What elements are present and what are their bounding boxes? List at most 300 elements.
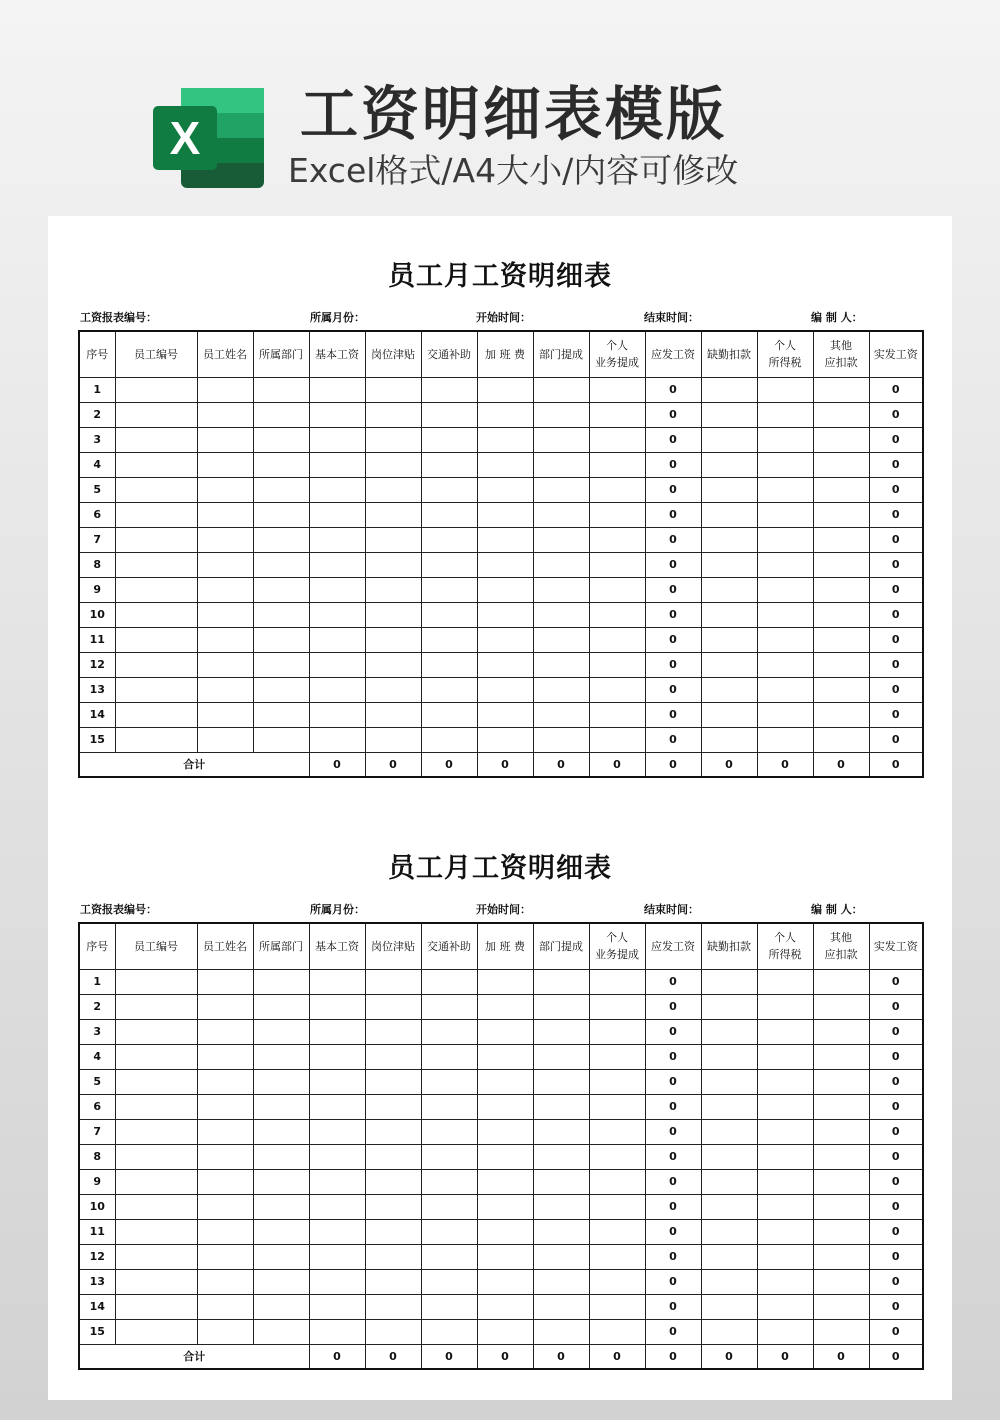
table-cell[interactable] bbox=[477, 1044, 533, 1069]
table-cell[interactable] bbox=[813, 502, 869, 527]
table-cell[interactable] bbox=[365, 477, 421, 502]
table-cell[interactable] bbox=[115, 1194, 197, 1219]
table-cell[interactable] bbox=[533, 577, 589, 602]
table-cell[interactable]: 0 bbox=[869, 477, 923, 502]
table-cell[interactable] bbox=[757, 602, 813, 627]
table-cell[interactable] bbox=[421, 427, 477, 452]
table-cell[interactable] bbox=[421, 452, 477, 477]
table-cell[interactable] bbox=[365, 502, 421, 527]
table-cell[interactable] bbox=[309, 1169, 365, 1194]
table-cell[interactable]: 0 bbox=[869, 402, 923, 427]
table-cell[interactable] bbox=[757, 1144, 813, 1169]
table-cell[interactable] bbox=[197, 994, 253, 1019]
table-cell[interactable] bbox=[115, 502, 197, 527]
table-cell[interactable] bbox=[115, 602, 197, 627]
table-cell[interactable] bbox=[197, 427, 253, 452]
table-cell[interactable] bbox=[589, 727, 645, 752]
table-cell[interactable] bbox=[253, 452, 309, 477]
table-cell[interactable] bbox=[115, 1069, 197, 1094]
table-cell[interactable]: 0 bbox=[645, 1044, 701, 1069]
table-cell[interactable]: 3 bbox=[79, 1019, 115, 1044]
table-cell[interactable] bbox=[197, 677, 253, 702]
table-cell[interactable] bbox=[533, 677, 589, 702]
table-cell[interactable] bbox=[701, 527, 757, 552]
table-cell[interactable] bbox=[533, 1294, 589, 1319]
table-cell[interactable] bbox=[309, 527, 365, 552]
table-cell[interactable] bbox=[253, 477, 309, 502]
table-cell[interactable] bbox=[589, 502, 645, 527]
table-cell[interactable] bbox=[701, 477, 757, 502]
table-cell[interactable] bbox=[813, 427, 869, 452]
table-cell[interactable] bbox=[115, 1219, 197, 1244]
table-cell[interactable] bbox=[757, 1219, 813, 1244]
table-cell[interactable] bbox=[589, 677, 645, 702]
table-cell[interactable] bbox=[309, 677, 365, 702]
table-cell[interactable]: 0 bbox=[869, 552, 923, 577]
table-cell[interactable]: 12 bbox=[79, 652, 115, 677]
table-cell[interactable]: 0 bbox=[645, 627, 701, 652]
table-cell[interactable] bbox=[757, 427, 813, 452]
table-cell[interactable] bbox=[309, 452, 365, 477]
table-cell[interactable] bbox=[813, 1144, 869, 1169]
table-cell[interactable]: 0 bbox=[645, 1169, 701, 1194]
table-cell[interactable] bbox=[477, 702, 533, 727]
table-cell[interactable] bbox=[533, 1144, 589, 1169]
table-cell[interactable] bbox=[589, 1244, 645, 1269]
table-cell[interactable] bbox=[421, 969, 477, 994]
table-cell[interactable] bbox=[757, 452, 813, 477]
table-cell[interactable] bbox=[701, 969, 757, 994]
table-cell[interactable] bbox=[477, 1244, 533, 1269]
table-cell[interactable] bbox=[253, 727, 309, 752]
table-cell[interactable] bbox=[253, 402, 309, 427]
table-cell[interactable] bbox=[197, 452, 253, 477]
table-cell[interactable] bbox=[365, 702, 421, 727]
table-cell[interactable] bbox=[701, 677, 757, 702]
table-cell[interactable] bbox=[701, 1094, 757, 1119]
table-cell[interactable] bbox=[477, 577, 533, 602]
table-cell[interactable]: 0 bbox=[869, 1094, 923, 1119]
table-cell[interactable] bbox=[115, 577, 197, 602]
table-cell[interactable] bbox=[421, 1119, 477, 1144]
table-cell[interactable] bbox=[813, 452, 869, 477]
table-cell[interactable] bbox=[701, 652, 757, 677]
table-cell[interactable] bbox=[197, 1119, 253, 1144]
table-cell[interactable]: 0 bbox=[645, 1194, 701, 1219]
table-cell[interactable] bbox=[701, 577, 757, 602]
table-cell[interactable] bbox=[477, 1269, 533, 1294]
table-cell[interactable] bbox=[365, 677, 421, 702]
table-cell[interactable] bbox=[115, 702, 197, 727]
table-cell[interactable] bbox=[253, 1194, 309, 1219]
table-cell[interactable] bbox=[477, 1094, 533, 1119]
table-cell[interactable]: 0 bbox=[645, 1069, 701, 1094]
table-cell[interactable] bbox=[813, 1269, 869, 1294]
table-cell[interactable] bbox=[115, 727, 197, 752]
table-cell[interactable]: 5 bbox=[79, 477, 115, 502]
table-cell[interactable] bbox=[589, 602, 645, 627]
table-cell[interactable]: 0 bbox=[645, 377, 701, 402]
table-cell[interactable] bbox=[365, 969, 421, 994]
table-cell[interactable] bbox=[477, 452, 533, 477]
table-cell[interactable] bbox=[701, 377, 757, 402]
table-cell[interactable]: 0 bbox=[645, 577, 701, 602]
table-cell[interactable] bbox=[701, 1169, 757, 1194]
table-cell[interactable] bbox=[365, 1319, 421, 1344]
table-cell[interactable] bbox=[309, 1094, 365, 1119]
table-cell[interactable] bbox=[757, 702, 813, 727]
table-cell[interactable] bbox=[197, 527, 253, 552]
table-cell[interactable] bbox=[533, 377, 589, 402]
table-cell[interactable] bbox=[197, 727, 253, 752]
table-cell[interactable]: 0 bbox=[869, 1069, 923, 1094]
table-cell[interactable]: 0 bbox=[645, 427, 701, 452]
table-cell[interactable]: 0 bbox=[645, 527, 701, 552]
table-cell[interactable] bbox=[589, 377, 645, 402]
table-cell[interactable] bbox=[589, 969, 645, 994]
table-cell[interactable]: 0 bbox=[869, 1194, 923, 1219]
table-cell[interactable] bbox=[309, 427, 365, 452]
table-cell[interactable] bbox=[477, 994, 533, 1019]
table-cell[interactable] bbox=[533, 1069, 589, 1094]
table-cell[interactable] bbox=[701, 1294, 757, 1319]
table-cell[interactable]: 14 bbox=[79, 702, 115, 727]
table-cell[interactable] bbox=[813, 1319, 869, 1344]
table-cell[interactable]: 13 bbox=[79, 1269, 115, 1294]
table-cell[interactable] bbox=[197, 1169, 253, 1194]
table-cell[interactable] bbox=[365, 1169, 421, 1194]
table-cell[interactable] bbox=[701, 1219, 757, 1244]
table-cell[interactable] bbox=[701, 452, 757, 477]
table-cell[interactable] bbox=[309, 702, 365, 727]
table-cell[interactable]: 0 bbox=[645, 969, 701, 994]
table-cell[interactable] bbox=[533, 477, 589, 502]
table-cell[interactable]: 9 bbox=[79, 577, 115, 602]
table-cell[interactable] bbox=[589, 1194, 645, 1219]
table-cell[interactable] bbox=[813, 627, 869, 652]
table-cell[interactable] bbox=[421, 652, 477, 677]
table-cell[interactable] bbox=[365, 1044, 421, 1069]
table-cell[interactable] bbox=[365, 727, 421, 752]
table-cell[interactable] bbox=[533, 627, 589, 652]
table-cell[interactable] bbox=[477, 1319, 533, 1344]
table-cell[interactable] bbox=[589, 1144, 645, 1169]
table-cell[interactable] bbox=[309, 994, 365, 1019]
table-cell[interactable]: 0 bbox=[869, 652, 923, 677]
table-cell[interactable]: 0 bbox=[645, 402, 701, 427]
table-cell[interactable] bbox=[757, 1069, 813, 1094]
table-cell[interactable] bbox=[701, 627, 757, 652]
table-cell[interactable] bbox=[701, 427, 757, 452]
table-cell[interactable] bbox=[589, 477, 645, 502]
table-cell[interactable]: 0 bbox=[869, 1319, 923, 1344]
table-cell[interactable]: 0 bbox=[645, 552, 701, 577]
table-cell[interactable] bbox=[533, 969, 589, 994]
table-cell[interactable] bbox=[813, 1044, 869, 1069]
table-cell[interactable] bbox=[253, 702, 309, 727]
table-cell[interactable] bbox=[757, 502, 813, 527]
table-cell[interactable] bbox=[533, 602, 589, 627]
table-cell[interactable] bbox=[477, 1144, 533, 1169]
table-cell[interactable] bbox=[477, 1069, 533, 1094]
table-cell[interactable] bbox=[589, 577, 645, 602]
table-cell[interactable] bbox=[197, 652, 253, 677]
table-cell[interactable] bbox=[421, 1044, 477, 1069]
table-cell[interactable] bbox=[115, 527, 197, 552]
table-cell[interactable] bbox=[421, 477, 477, 502]
table-cell[interactable] bbox=[115, 1144, 197, 1169]
table-cell[interactable] bbox=[533, 552, 589, 577]
table-cell[interactable]: 0 bbox=[645, 1019, 701, 1044]
table-cell[interactable] bbox=[589, 1269, 645, 1294]
table-cell[interactable] bbox=[757, 1294, 813, 1319]
table-cell[interactable] bbox=[115, 627, 197, 652]
table-cell[interactable] bbox=[365, 1019, 421, 1044]
table-cell[interactable] bbox=[421, 702, 477, 727]
table-cell[interactable]: 0 bbox=[645, 452, 701, 477]
table-cell[interactable]: 0 bbox=[869, 1144, 923, 1169]
table-cell[interactable] bbox=[365, 577, 421, 602]
table-cell[interactable] bbox=[757, 627, 813, 652]
table-cell[interactable] bbox=[253, 1244, 309, 1269]
table-cell[interactable] bbox=[757, 1169, 813, 1194]
table-cell[interactable] bbox=[421, 677, 477, 702]
table-cell[interactable] bbox=[701, 1244, 757, 1269]
table-cell[interactable]: 0 bbox=[869, 1019, 923, 1044]
table-cell[interactable] bbox=[365, 1244, 421, 1269]
table-cell[interactable] bbox=[701, 1069, 757, 1094]
table-cell[interactable] bbox=[197, 1069, 253, 1094]
table-cell[interactable] bbox=[589, 1044, 645, 1069]
table-cell[interactable] bbox=[533, 702, 589, 727]
table-cell[interactable] bbox=[477, 1019, 533, 1044]
table-cell[interactable] bbox=[701, 727, 757, 752]
table-cell[interactable] bbox=[477, 652, 533, 677]
table-cell[interactable] bbox=[757, 377, 813, 402]
table-cell[interactable] bbox=[115, 652, 197, 677]
table-cell[interactable] bbox=[253, 1094, 309, 1119]
table-cell[interactable] bbox=[477, 502, 533, 527]
table-cell[interactable]: 13 bbox=[79, 677, 115, 702]
table-cell[interactable] bbox=[421, 1069, 477, 1094]
table-cell[interactable] bbox=[365, 1069, 421, 1094]
table-cell[interactable] bbox=[309, 577, 365, 602]
table-cell[interactable] bbox=[757, 1194, 813, 1219]
table-cell[interactable] bbox=[309, 1069, 365, 1094]
table-cell[interactable]: 11 bbox=[79, 1219, 115, 1244]
table-cell[interactable] bbox=[309, 969, 365, 994]
table-cell[interactable] bbox=[115, 427, 197, 452]
table-cell[interactable] bbox=[421, 577, 477, 602]
table-cell[interactable] bbox=[533, 1169, 589, 1194]
table-cell[interactable]: 0 bbox=[645, 1244, 701, 1269]
table-cell[interactable] bbox=[421, 402, 477, 427]
table-cell[interactable] bbox=[421, 1194, 477, 1219]
table-cell[interactable]: 0 bbox=[645, 994, 701, 1019]
table-cell[interactable] bbox=[701, 1144, 757, 1169]
table-cell[interactable] bbox=[253, 652, 309, 677]
table-cell[interactable] bbox=[253, 677, 309, 702]
table-cell[interactable] bbox=[701, 502, 757, 527]
table-cell[interactable] bbox=[421, 1319, 477, 1344]
table-cell[interactable]: 8 bbox=[79, 552, 115, 577]
table-cell[interactable]: 0 bbox=[869, 1294, 923, 1319]
table-cell[interactable] bbox=[253, 1319, 309, 1344]
table-cell[interactable]: 0 bbox=[869, 969, 923, 994]
table-cell[interactable] bbox=[115, 1269, 197, 1294]
table-cell[interactable] bbox=[589, 1294, 645, 1319]
table-cell[interactable] bbox=[589, 1219, 645, 1244]
table-cell[interactable] bbox=[533, 1044, 589, 1069]
table-cell[interactable] bbox=[309, 602, 365, 627]
table-cell[interactable] bbox=[757, 969, 813, 994]
table-cell[interactable] bbox=[365, 1094, 421, 1119]
table-cell[interactable]: 0 bbox=[869, 377, 923, 402]
table-cell[interactable]: 3 bbox=[79, 427, 115, 452]
table-cell[interactable] bbox=[421, 1144, 477, 1169]
table-cell[interactable] bbox=[477, 727, 533, 752]
table-cell[interactable] bbox=[253, 527, 309, 552]
table-cell[interactable] bbox=[253, 377, 309, 402]
table-cell[interactable] bbox=[197, 1294, 253, 1319]
table-cell[interactable]: 0 bbox=[869, 577, 923, 602]
table-cell[interactable] bbox=[813, 402, 869, 427]
table-cell[interactable] bbox=[477, 969, 533, 994]
table-cell[interactable]: 0 bbox=[869, 1219, 923, 1244]
table-cell[interactable] bbox=[589, 627, 645, 652]
table-cell[interactable] bbox=[477, 1119, 533, 1144]
table-cell[interactable]: 15 bbox=[79, 1319, 115, 1344]
table-cell[interactable] bbox=[757, 994, 813, 1019]
table-cell[interactable] bbox=[253, 969, 309, 994]
table-cell[interactable] bbox=[533, 1119, 589, 1144]
table-cell[interactable] bbox=[253, 627, 309, 652]
table-cell[interactable] bbox=[115, 552, 197, 577]
table-cell[interactable] bbox=[253, 1169, 309, 1194]
table-cell[interactable]: 0 bbox=[645, 1119, 701, 1144]
table-cell[interactable] bbox=[365, 527, 421, 552]
table-cell[interactable]: 9 bbox=[79, 1169, 115, 1194]
table-cell[interactable] bbox=[757, 577, 813, 602]
table-cell[interactable] bbox=[115, 1019, 197, 1044]
table-cell[interactable] bbox=[477, 677, 533, 702]
table-cell[interactable] bbox=[309, 727, 365, 752]
table-cell[interactable] bbox=[477, 377, 533, 402]
table-cell[interactable] bbox=[197, 477, 253, 502]
table-cell[interactable] bbox=[197, 702, 253, 727]
table-cell[interactable] bbox=[197, 1219, 253, 1244]
table-cell[interactable] bbox=[477, 627, 533, 652]
table-cell[interactable] bbox=[421, 1094, 477, 1119]
table-cell[interactable] bbox=[701, 702, 757, 727]
table-cell[interactable] bbox=[589, 427, 645, 452]
table-cell[interactable] bbox=[365, 452, 421, 477]
table-cell[interactable]: 0 bbox=[869, 677, 923, 702]
table-cell[interactable] bbox=[813, 1119, 869, 1144]
table-cell[interactable] bbox=[309, 1244, 365, 1269]
table-cell[interactable] bbox=[365, 994, 421, 1019]
table-cell[interactable]: 0 bbox=[645, 652, 701, 677]
table-cell[interactable] bbox=[197, 552, 253, 577]
table-cell[interactable] bbox=[197, 577, 253, 602]
table-cell[interactable] bbox=[309, 627, 365, 652]
table-cell[interactable] bbox=[309, 477, 365, 502]
table-cell[interactable] bbox=[253, 602, 309, 627]
table-cell[interactable]: 0 bbox=[645, 1269, 701, 1294]
table-cell[interactable] bbox=[533, 1219, 589, 1244]
table-cell[interactable] bbox=[757, 552, 813, 577]
table-cell[interactable] bbox=[197, 1269, 253, 1294]
table-cell[interactable] bbox=[533, 1194, 589, 1219]
table-cell[interactable] bbox=[813, 602, 869, 627]
table-cell[interactable] bbox=[533, 1094, 589, 1119]
table-cell[interactable]: 0 bbox=[869, 502, 923, 527]
table-cell[interactable]: 10 bbox=[79, 602, 115, 627]
table-cell[interactable] bbox=[813, 969, 869, 994]
table-cell[interactable] bbox=[701, 1119, 757, 1144]
table-cell[interactable]: 0 bbox=[869, 1044, 923, 1069]
table-cell[interactable] bbox=[813, 1019, 869, 1044]
table-cell[interactable] bbox=[477, 1194, 533, 1219]
table-cell[interactable] bbox=[589, 1069, 645, 1094]
table-cell[interactable] bbox=[115, 452, 197, 477]
table-cell[interactable] bbox=[253, 1119, 309, 1144]
table-cell[interactable] bbox=[477, 602, 533, 627]
table-cell[interactable] bbox=[115, 1294, 197, 1319]
table-cell[interactable] bbox=[589, 452, 645, 477]
table-cell[interactable] bbox=[253, 552, 309, 577]
table-cell[interactable] bbox=[421, 552, 477, 577]
table-cell[interactable] bbox=[757, 1019, 813, 1044]
table-cell[interactable] bbox=[365, 1269, 421, 1294]
table-cell[interactable]: 5 bbox=[79, 1069, 115, 1094]
table-cell[interactable] bbox=[813, 1069, 869, 1094]
table-cell[interactable] bbox=[477, 552, 533, 577]
table-cell[interactable]: 12 bbox=[79, 1244, 115, 1269]
table-cell[interactable] bbox=[421, 1169, 477, 1194]
table-cell[interactable] bbox=[421, 1244, 477, 1269]
table-cell[interactable]: 0 bbox=[645, 1294, 701, 1319]
table-cell[interactable] bbox=[197, 602, 253, 627]
table-cell[interactable] bbox=[533, 727, 589, 752]
table-cell[interactable] bbox=[365, 1219, 421, 1244]
table-cell[interactable]: 0 bbox=[869, 1119, 923, 1144]
table-cell[interactable] bbox=[365, 1119, 421, 1144]
table-cell[interactable] bbox=[115, 1319, 197, 1344]
table-cell[interactable] bbox=[421, 1019, 477, 1044]
table-cell[interactable] bbox=[589, 527, 645, 552]
table-cell[interactable]: 0 bbox=[645, 1319, 701, 1344]
table-cell[interactable] bbox=[533, 1244, 589, 1269]
table-cell[interactable] bbox=[813, 652, 869, 677]
table-cell[interactable] bbox=[533, 452, 589, 477]
table-cell[interactable] bbox=[253, 1144, 309, 1169]
table-cell[interactable] bbox=[813, 727, 869, 752]
table-cell[interactable] bbox=[421, 527, 477, 552]
table-cell[interactable] bbox=[309, 1144, 365, 1169]
table-cell[interactable] bbox=[197, 969, 253, 994]
table-cell[interactable] bbox=[115, 1169, 197, 1194]
table-cell[interactable] bbox=[309, 1194, 365, 1219]
table-cell[interactable] bbox=[115, 994, 197, 1019]
table-cell[interactable] bbox=[115, 1044, 197, 1069]
table-cell[interactable] bbox=[533, 1319, 589, 1344]
table-cell[interactable] bbox=[421, 502, 477, 527]
table-cell[interactable]: 8 bbox=[79, 1144, 115, 1169]
table-cell[interactable] bbox=[533, 427, 589, 452]
table-cell[interactable]: 0 bbox=[645, 1144, 701, 1169]
table-cell[interactable] bbox=[197, 627, 253, 652]
